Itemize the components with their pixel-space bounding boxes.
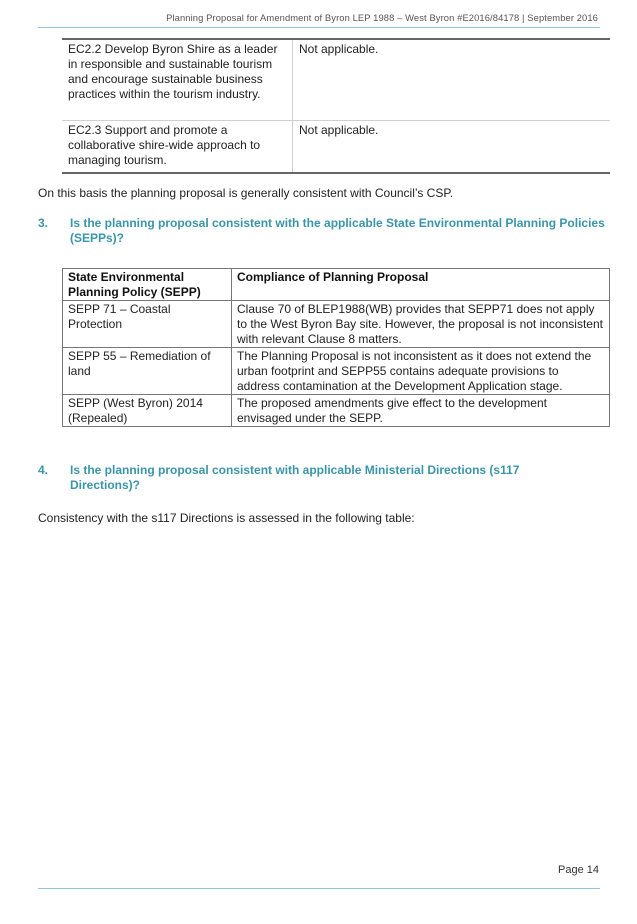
compliance-cell: The Planning Proposal is not inconsistent as it does not extend the urban footprint and SEPP55 contains adequate provisions to address contamination at the Development Application stage.: [232, 348, 610, 395]
running-header: Planning Proposal for Amendment of Byron LEP 1988 – West Byron #E2016/84178 | September 2016: [166, 12, 598, 23]
s117-intro-paragraph: Consistency with the s117 Directions is assessed in the following table:: [38, 511, 415, 525]
sepp-cell: SEPP 55 – Remediation of land: [63, 348, 232, 395]
table-row: [63, 395, 610, 427]
question-3-heading: Is the planning proposal consistent with the applicable State Environmental Planning Policies (SEPPs)?: [70, 216, 605, 245]
footer-divider: [38, 888, 600, 889]
table-header-row: [63, 269, 610, 301]
comment-cell: Not applicable.: [293, 121, 611, 174]
page-number: Page 14: [558, 864, 599, 876]
economic-strategy-table: [62, 38, 610, 174]
table-row: [62, 121, 610, 174]
strategy-cell: EC2.3 Support and promote a collaborative shire-wide approach to managing tourism.: [62, 121, 293, 174]
compliance-column-header: Compliance of Planning Proposal: [232, 269, 610, 301]
question-4-heading: Is the planning proposal consistent with applicable Ministerial Directions (s117 Directions)?: [70, 463, 520, 492]
csp-conclusion-paragraph: On this basis the planning proposal is generally consistent with Council’s CSP.: [38, 186, 454, 200]
table-row: [63, 301, 610, 348]
sepp-cell: SEPP (West Byron) 2014 (Repealed): [63, 395, 232, 427]
strategy-cell: EC2.2 Develop Byron Shire as a leader in responsible and sustainable tourism and encourage sustainable business practices within the tourism industry.: [62, 39, 293, 121]
question-3-number: 3.: [38, 216, 49, 230]
comment-cell: Not applicable.: [293, 39, 611, 121]
sepp-cell: SEPP 71 – Coastal Protection: [63, 301, 232, 348]
header-divider: [38, 27, 600, 28]
compliance-cell: The proposed amendments give effect to the development envisaged under the SEPP.: [232, 395, 610, 427]
sepp-column-header: State Environmental Planning Policy (SEPP): [63, 269, 232, 301]
question-4-number: 4.: [38, 463, 49, 477]
compliance-cell: Clause 70 of BLEP1988(WB) provides that SEPP71 does not apply to the West Byron Bay site. However, the proposal is not inconsistent with relevant Clause 8 matters.: [232, 301, 610, 348]
table-row: [62, 39, 610, 121]
table-row: [63, 348, 610, 395]
sepp-compliance-table: [62, 268, 610, 427]
